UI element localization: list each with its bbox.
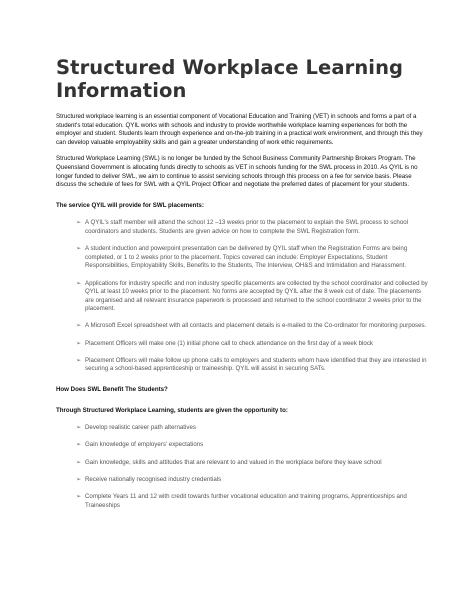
service-item — [56, 340, 428, 349]
opportunity-item — [56, 493, 428, 510]
arrow-bullet-icon: ➢ — [76, 356, 82, 364]
arrow-bullet-icon: ➢ — [76, 339, 82, 347]
service-item-text: A QYIL's staff member will attend the school 12 –13 weeks prior to the placement to explain the SWL process to school coordinators and students. Students are given advice on how to complete the SWL Registration form. — [85, 219, 409, 235]
opportunity-item — [56, 441, 428, 450]
service-item-text: Placement Officers will make follow up phone calls to employers and students whom have identified that they are interested in securing a school-based apprenticeship or traineeship. QYIL will assist in securing SATs. — [85, 356, 427, 373]
opportunity-item-text: Receive nationally recognised industry credentials — [85, 475, 222, 483]
document-page — [56, 56, 428, 519]
arrow-bullet-icon: ➢ — [76, 458, 82, 466]
arrow-bullet-icon: ➢ — [76, 475, 82, 483]
service-item — [56, 245, 428, 271]
service-item-text: Placement Officers will make one (1) initial phone call to check attendance on the first day of a week block — [85, 339, 373, 347]
service-item — [56, 280, 428, 314]
opportunity-item-text: Develop realistic career path alternatives — [85, 424, 196, 432]
benefit-heading: How Does SWL Benefit The Students? — [56, 386, 168, 394]
service-item — [56, 357, 428, 374]
opportunity-item-text: Complete Years 11 and 12 with credit towards further vocational education and training programs, Apprenticeships and Traineeships — [85, 492, 407, 509]
arrow-bullet-icon: ➢ — [76, 219, 82, 227]
service-list — [56, 219, 428, 374]
service-item-text: A Microsoft Excel spreadsheet with all contacts and placement details is e-mailed to the Co-ordinator for monitoring purposes. — [85, 322, 427, 330]
arrow-bullet-icon: ➢ — [76, 424, 82, 432]
opportunity-item-text: Gain knowledge of employers' expectations — [85, 441, 204, 449]
opportunity-item — [56, 459, 428, 468]
opportunity-item-text: Gain knowledge, skills and attitudes that are relevant to and valued in the workplace before they leave school — [85, 458, 382, 466]
service-heading: The service QYIL will provide for SWL placements: — [56, 201, 204, 209]
service-item — [56, 322, 428, 331]
opportunity-item — [56, 476, 428, 485]
service-item-text: A student induction and powerpoint presentation can be delivered by QYIL staff when the Registration Forms are being completed, or 1 to 2 weeks prior to the placement. Topics covered can include: Employer Expectations, Student Responsibilities, Employability Skills, Benefits to the Students, The Interview, OH&S and Intimidation and Harassment. — [85, 245, 408, 270]
service-item — [56, 219, 428, 236]
service-item-text: Applications for industry specific and non industry specific placements are collected by the school coordinator and collected by QYIL at least 10 weeks prior to the placement. No forms are accepted by QYIL after the 8 week cut of date. The placements are organised and all relevant insurance paperwork is processed and returned to the school coordinator 2 weeks prior to the placement. — [85, 279, 428, 313]
arrow-bullet-icon: ➢ — [76, 245, 82, 253]
opportunity-list — [56, 424, 428, 510]
document-title: Structured Workplace Learning Information — [56, 56, 404, 102]
intro-paragraph: Structured workplace learning is an essential component of Vocational Education and Training (VET) in schools and forms a part of a student's total education. QYIL works with schools and industry to provide worthwhile workplace learning experiences for both the employer and student. Students learn through experience and on-the-job training in a practical work environment, and through this they can develop valuable employability skills and gain a greater understanding of work ethic requirements. — [56, 113, 423, 146]
arrow-bullet-icon: ➢ — [76, 322, 82, 330]
arrow-bullet-icon: ➢ — [76, 279, 82, 287]
arrow-bullet-icon: ➢ — [76, 492, 82, 500]
opportunity-item — [56, 424, 428, 433]
opportunity-heading: Through Structured Workplace Learning, students are given the opportunity to: — [56, 406, 288, 414]
funding-paragraph: Structured Workplace Learning (SWL) is no longer be funded by the School Business Community Partnership Brokers Program. The Queensland Government is allocating funds directly to schools as VET in schools funding for the SWL process in 2010. As QYIL is no longer funded to deliver SWL, we aim to continue to assist servicing schools through this process on a fee for service basis. Please discuss the schedule of fees for SWL with a QYIL Project Officer and negotiate the preferred dates of placement for your students. — [56, 155, 418, 189]
arrow-bullet-icon: ➢ — [76, 441, 82, 449]
